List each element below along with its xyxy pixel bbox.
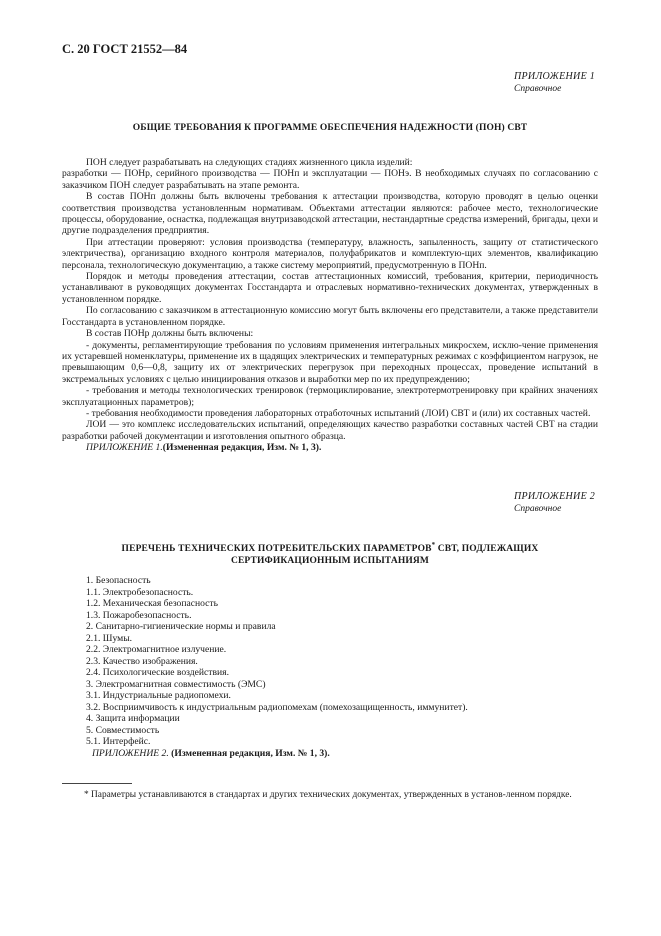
parameters-list (86, 575, 606, 759)
change-note-label: ПРИЛОЖЕНИЕ 2. (92, 747, 169, 759)
appendix-2-label-block (514, 491, 595, 515)
heading-text: ПЕРЕЧЕНЬ ТЕХНИЧЕСКИХ ПОТРЕБИТЕЛЬСКИХ ПАРАМЕТРОВ (121, 544, 432, 555)
footnote: * Параметры устанавливаются в стандартах и других технических документах, утвержденных в установ-ленном порядке. (84, 790, 572, 800)
appendix-1-body (62, 157, 598, 454)
list-item: 4. Защита информации (86, 713, 180, 724)
list-item: 1.2. Механическая безопасность (86, 598, 218, 609)
paragraph: Порядок и методы проведения аттестации, состав аттестационных комиссий, требования, критерии, периодичность устанавливают в руководящих документах Госстандарта и отраслевых нормативно-технических документах, утвержденных в установленном порядке. (62, 271, 598, 305)
appendix-2-type: Справочное (514, 504, 562, 514)
list-item: 3.2. Восприимчивость к индустриальным радиопомехам (помехозащищенность, иммунитет). (86, 701, 468, 713)
list-item: - документы, регламентирующие требования по условиям применения интегральных микросхем, исклю-чение применения их устаревшей номенклатуры, применение их в щадящих электрических и температурных режимах с коэффициентом нагрузок, не превышающим 0,6—0,8, защиту их от электрических перегрузок при переходных процессах, проведение испытаний в экстремальных условиях с целью инициирования отказов и выработки мер по их предупреждению; (62, 339, 598, 385)
appendix-1-label: ПРИЛОЖЕНИЕ 1 (514, 71, 596, 82)
list-item: 5. Совместимость (86, 724, 160, 736)
paragraph: разработки — ПОНр, серийного производства — ПОНп и эксплуатации — ПОНэ. В необходимых случаях по согласованию с заказчиком ПОН следует разрабатывать на этапе ремонта. (62, 168, 598, 191)
list-item: 2.2. Электромагнитное излучение. (86, 644, 227, 655)
list-item: - требования необходимости проведения лабораторных отработочных испытаний (ЛОИ) СВТ и (или) их составных частей. (86, 407, 591, 419)
page-header: С. 20 ГОСТ 21552—84 (62, 42, 188, 56)
footnote-divider (62, 783, 132, 784)
heading-text: СВТ, ПОДЛЕЖАЩИХ (435, 544, 539, 555)
paragraph: По согласованию с заказчиком в аттестационную комиссию могут быть включены его представители, а также представители Госстандарта в установленном порядке. (62, 305, 598, 328)
list-item: 1.3. Пожаробезопасность. (86, 609, 192, 621)
appendix-2-change-note (92, 748, 606, 760)
list-item: 1. Безопасность (86, 575, 151, 586)
heading-text: СЕРТИФИКАЦИОННЫМ ИСПЫТАНИЯМ (230, 556, 430, 567)
change-note-text: (Измененная редакция, Изм. № 1, 3). (171, 747, 330, 759)
appendix-1-type: Справочное (514, 84, 562, 94)
change-note-label: ПРИЛОЖЕНИЕ 1. (86, 442, 163, 454)
paragraph: При аттестации проверяют: условия производства (температуру, влажность, запыленность, защиту от статистического электричества), организацию входного контроля материалов, полуфабрикатов и комплектую-щих элементов, квалификацию персонала, технологическую документацию, а также систему мероприятий, предусмотренную в ПОНп. (62, 236, 598, 271)
list-item: 1.1. Электробезопасность. (86, 586, 194, 598)
appendix-1-heading: ОБЩИЕ ТРЕБОВАНИЯ К ПРОГРАММЕ ОБЕСПЕЧЕНИЯ НАДЕЖНОСТИ (ПОН) СВТ (132, 123, 528, 133)
paragraph: В состав ПОНр должны быть включены: (86, 328, 254, 340)
list-item: 5.1. Интерфейс. (86, 736, 151, 747)
list-item: 3.1. Индустриальные радиопомехи. (86, 690, 231, 701)
paragraph: ПОН следует разрабатывать на следующих стадиях жизненного цикла изделий: (86, 157, 413, 168)
appendix-1-label-block (514, 71, 595, 95)
list-item: 2. Санитарно-гигиенические нормы и правила (86, 621, 276, 632)
paragraph: ЛОИ — это комплекс исследовательских испытаний, определяющих качество разработки составных частей СВТ на стадии разработки рабочей документации и изготовления опытного образца. (62, 419, 598, 442)
list-item: 3. Электромагнитная совместимость (ЭМС) (86, 678, 266, 690)
list-item: 2.3. Качество изображения. (86, 655, 198, 667)
appendix-1-change-note (62, 442, 598, 453)
list-item: 2.4. Психологические воздействия. (86, 667, 229, 678)
list-item: 2.1. Шумы. (86, 632, 133, 644)
appendix-2-label: ПРИЛОЖЕНИЕ 2 (514, 491, 596, 502)
paragraph: В состав ПОНп должны быть включены требования к аттестации производства, которую проводят в целью оценки соответствия производства установленным нормативам. Объектами аттестации являются: рабочее место, технологические процессы, оборудование, оснастка, подлежащая внутризаводской аттестации, нестандартные средства измерений, бригады, цехи и другие подразделения предприятия. (62, 191, 598, 237)
list-item: - требования и методы технологических тренировок (термоциклирование, электротермотренировку при крайних значениях эксплуатационных параметров); (62, 385, 598, 408)
change-note-text: (Измененная редакция, Изм. № 1, 3). (162, 442, 322, 454)
footnote-marker: * (431, 541, 436, 549)
appendix-2-heading (62, 539, 598, 567)
